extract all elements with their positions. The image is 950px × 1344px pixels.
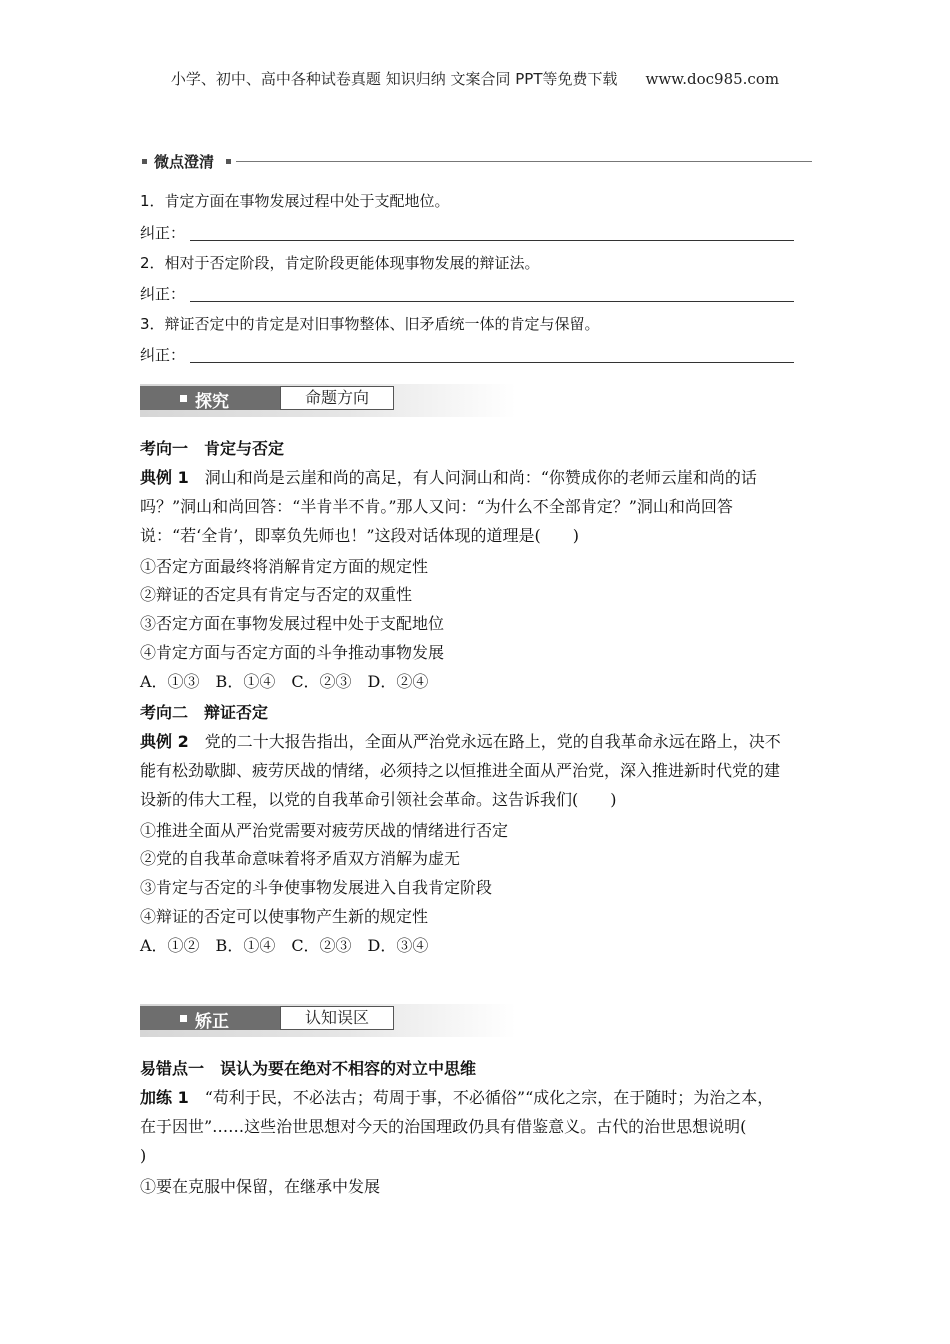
example-2-option-3: ③肯定与否定的斗争使事物发展进入自我肯定阶段 <box>140 878 493 897</box>
square-bullet-icon <box>226 159 231 164</box>
square-bullet-icon <box>142 159 147 164</box>
error-1-title: 易错点一 误认为要在绝对不相容的对立中思维 <box>140 1059 477 1078</box>
exercise-1-line-2: 在于因世”……这些治世思想对今天的治国理政仍具有借鉴意义。古代的治世思想说明( <box>140 1117 747 1136</box>
example-1-option-4: ④肯定方面与否定方面的斗争推动事物发展 <box>140 643 445 662</box>
example-1-option-3: ③否定方面在事物发展过程中处于支配地位 <box>140 614 445 633</box>
correct-banner <box>140 1004 516 1037</box>
banner-label-block <box>140 1006 280 1030</box>
example-2-label: 典例 2 <box>140 732 189 751</box>
example-1-option-2: ②辩证的否定具有肯定与否定的双重性 <box>140 585 413 604</box>
exercise-1-option-1: ①要在克服中保留，在继承中发展 <box>140 1177 381 1196</box>
example-1-option-1: ①否定方面最终将消解肯定方面的规定性 <box>140 557 429 576</box>
exercise-1-label: 加练 1 <box>140 1088 189 1107</box>
correction-blank[interactable] <box>190 240 794 241</box>
correction-blank[interactable] <box>190 301 794 302</box>
banner-main-title: 矫正 <box>195 1012 229 1032</box>
correction-label: 纠正： <box>140 224 186 242</box>
banner-sub-title: 认知误区 <box>280 1006 394 1030</box>
example-1-label: 典例 1 <box>140 468 189 487</box>
example-2-option-4: ④辩证的否定可以使事物产生新的规定性 <box>140 907 429 926</box>
correction-label: 纠正： <box>140 285 186 303</box>
page-header <box>0 68 950 89</box>
example-2-line-3: 设新的伟大工程，以党的自我革命引领社会革命。这告诉我们( ) <box>140 790 617 809</box>
header-site: www.doc985.com <box>645 70 780 88</box>
header-text: 小学、初中、高中各种试卷真题 知识归纳 文案合同 PPT等免费下载 <box>170 70 618 88</box>
example-2-line-1 <box>140 727 781 756</box>
clarify-item-2: 2．相对于否定阶段，肯定阶段更能体现事物发展的辩证法。 <box>140 254 540 272</box>
direction-2-title: 考向二 辩证否定 <box>140 703 269 722</box>
exercise-1-line-1 <box>140 1083 773 1112</box>
clarify-item-3: 3．辩证否定中的肯定是对旧事物整体、旧矛盾统一体的肯定与保留。 <box>140 315 600 333</box>
exercise-1-line-3: ) <box>140 1146 147 1165</box>
example-1-choices: A．①③ B．①④ C．②③ D．②④ <box>140 672 429 691</box>
example-1-stem-1: 洞山和尚是云崖和尚的高足，有人问洞山和尚：“你赞成你的老师云崖和尚的话 <box>188 468 757 487</box>
direction-1-title: 考向一 肯定与否定 <box>140 439 285 458</box>
correction-label: 纠正： <box>140 346 186 364</box>
example-2-option-2: ②党的自我革命意味着将矛盾双方消解为虚无 <box>140 849 461 868</box>
correction-line-1 <box>140 222 185 243</box>
square-bullet-icon <box>180 395 187 402</box>
example-1-line-1 <box>140 463 757 492</box>
heading-rule <box>236 161 812 162</box>
square-bullet-icon <box>180 1015 187 1022</box>
example-1-line-3: 说：“若‘全肯’，即辜负先师也！”这段对话体现的道理是( ) <box>140 526 580 545</box>
banner-sub-title: 命题方向 <box>280 386 394 410</box>
example-2-line-2: 能有松劲歇脚、疲劳厌战的情绪，必须持之以恒推进全面从严治党，深入推进新时代党的建 <box>140 761 781 780</box>
correction-blank[interactable] <box>190 362 794 363</box>
explore-banner <box>140 384 516 417</box>
example-2-option-1: ①推进全面从严治党需要对疲劳厌战的情绪进行否定 <box>140 821 509 840</box>
clarify-item-1: 1．肯定方面在事物发展过程中处于支配地位。 <box>140 192 450 210</box>
example-1-line-2: 吗？”洞山和尚回答：“半肯半不肯。”那人又问：“为什么不全部肯定？”洞山和尚回答 <box>140 497 733 516</box>
banner-label-block <box>140 386 280 410</box>
clarify-title: 微点澄清 <box>154 153 215 171</box>
banner-main-title: 探究 <box>195 392 229 412</box>
example-2-stem-1: 党的二十大报告指出，全面从严治党永远在路上，党的自我革命永远在路上，决不 <box>188 732 781 751</box>
correction-line-3 <box>140 344 185 365</box>
correction-line-2 <box>140 283 185 304</box>
clarify-heading <box>140 151 812 173</box>
exercise-1-stem-1: “苟利于民，不必法古；苟周于事，不必循俗”“成化之宗，在于随时；为治之本， <box>188 1088 774 1107</box>
example-2-choices: A．①② B．①④ C．②③ D．③④ <box>140 936 429 955</box>
